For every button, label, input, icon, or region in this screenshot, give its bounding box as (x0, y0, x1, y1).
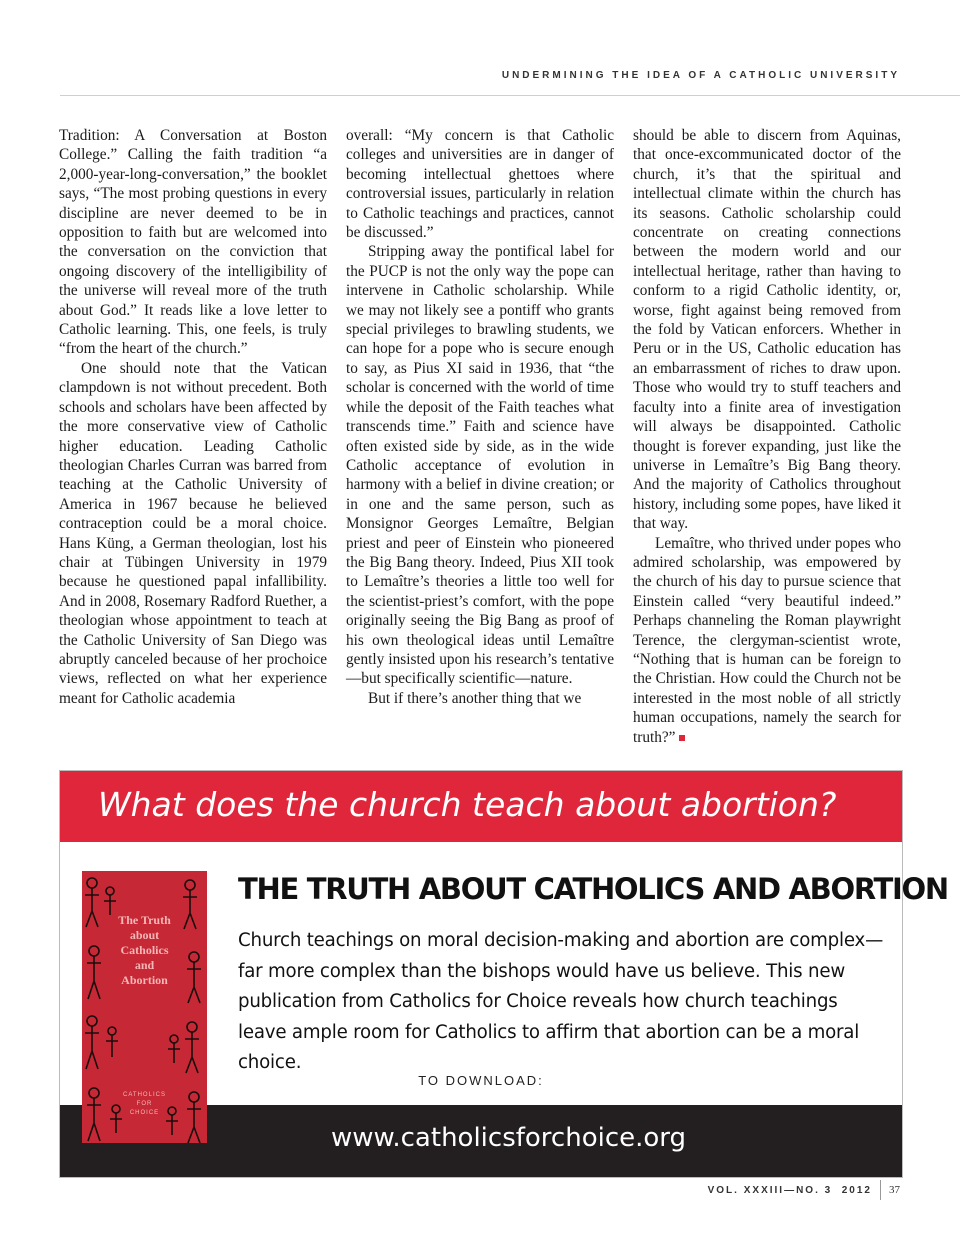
volume-info: VOL. XXXIII—NO. 3 2012 (707, 1184, 872, 1196)
column-2 (346, 126, 614, 747)
book-title-line: Abortion (121, 973, 168, 987)
book-title-line: about (129, 928, 160, 942)
paragraph: Tradition: A Conversation at Boston College.” Calling the faith tradition “a 2,000-year-long-conversation,” the booklet says, “The most probing questions in every discipline are never deemed to be in opposition to faith but are welcomed into the conversation on the conviction that ongoing discovery of the intelligibility of the universe will reveal more of the truth about God.” It reads like a love letter to Catholic learning. This, one feels, is truly “from the heart of the church.” (59, 127, 327, 358)
header-rule (60, 95, 960, 96)
footer-divider (880, 1180, 881, 1200)
paragraph: should be able to discern from Aquinas, that once-excommunicated doctor of the church, it’s that the spiritual and intellectual climate within the church has its seasons. Catholic scholarship could concentrate on creating connections between the modern world and our intellectual heritage, rather than having to conform to a rigid Catholic identity, or, worse, fight against being removed from the fold by Vatican enforcers. Whether in Peru or in the US, Catholic education has an embarrassment of riches to draw upon. Those who would try to stuff teachers and faculty into a finite area of investigation will always be disappointed. Catholic thought is forever expanding, just like the universe in Lemaître’s Big Bang theory. And the majority of Catholics throughout history, including some popes, have liked it that way. (633, 127, 901, 533)
book-cover (82, 871, 207, 1143)
ad-download-label: TO DOWNLOAD: (418, 1073, 544, 1088)
paragraph: But if there’s another thing that we (368, 689, 582, 707)
column-3 (633, 126, 901, 747)
book-title (82, 913, 207, 988)
paragraph: overall: “My concern is that Catholic colleges and universities are in danger of becoming intellectual ghettoes where controversial issues, particularly in relation to Catholic teachings and practices, cannot be discussed.” (346, 127, 614, 242)
ad-question: What does the church teach about abortion? (98, 785, 837, 824)
article-columns (59, 126, 901, 747)
ad-banner (60, 771, 902, 842)
book-publisher-line: FOR (136, 1101, 153, 1107)
book-title-line: The Truth (118, 913, 171, 927)
paragraph-last (633, 534, 901, 747)
book-publisher-line: CATHOLICS (123, 1092, 166, 1098)
column-1 (59, 126, 327, 747)
ad-headline: THE TRUTH ABOUT CATHOLICS AND ABORTION (238, 872, 948, 906)
book-publisher (82, 1091, 207, 1118)
paragraph: One should note that the Vatican clampdown is not without precedent. Both schools and scholars have been affected by the more conservative view of Catholic higher education. Leading Catholic theologian Charles Curran was barred from teaching at the Catholic University of America in 1967 because he believed contraception could be a moral choice. Hans Küng, a German theologian, lost his chair at Tübingen University in 1979 because he questioned papal infallibility. And in 2008, Rosemary Radford Ruether, a theologian whose appointment to teach at the Catholic University of San Diego was abruptly canceled because of her prochoice views, reflected on what her experience meant for Catholic academia (59, 359, 327, 707)
ad-body: Church teachings on moral decision-making and abortion are complex—far more complex than the bishops would have us believe. This new publication from Catholics for Choice reveals how church teachings leave ample room for Catholics to affirm that abortion can be a moral choice. (238, 930, 884, 1073)
book-publisher-line: CHOICE (129, 1110, 160, 1116)
paragraph: Stripping away the pontifical label for the PUCP is not the only way the pope can intervene in Catholic scholarship. While we may not likely see a pontiff who grants special privileges to brawling students, we can hope for a pope who is secure enough to say, as Pius XI said in 1936, that “the scholar is concerned with the world of time while the deposit of the Faith teaches what transcends time.” Faith and science have often existed side by side, as in the wide Catholic acceptance of evolution in harmony with a belief in divine creation; or in one and the same person, such as Monsignor Georges Lemaître, Belgian priest and peer of Einstein who pioneered the Big Bang theory. Indeed, Pius XII took to Lemaître’s theories a little too well for the scientist-priest’s comfort, with the pope originally seeing the Big Bang as proof of his own theological ideas until Lemaître gently insisted upon his research’s tentative—but specifically scientific—nature. (346, 243, 614, 688)
ad-url-link[interactable]: www.catholicsforchoice.org (330, 1123, 687, 1153)
paragraph-text: Lemaître, who thrived under popes who admired scholarship, was empowered by the church of his day to pursue science that Einstein called “very beautiful indeed.” Perhaps channeling the Roman playwright Terence, the clergyman-scientist wrote, “Nothing that is human can be foreign to the Christian. How could the Church not be interested in the most noble of all strictly human occupations, namely the search for truth?” (633, 534, 901, 746)
page-number: 37 (889, 1184, 900, 1196)
page-footer (708, 1180, 900, 1200)
book-title-line: and (134, 958, 155, 972)
end-mark-icon (679, 735, 685, 741)
book-title-line: Catholics (120, 943, 169, 957)
running-head: UNDERMINING THE IDEA OF A CATHOLIC UNIVERSITY (501, 70, 900, 81)
advertisement (59, 770, 948, 1178)
